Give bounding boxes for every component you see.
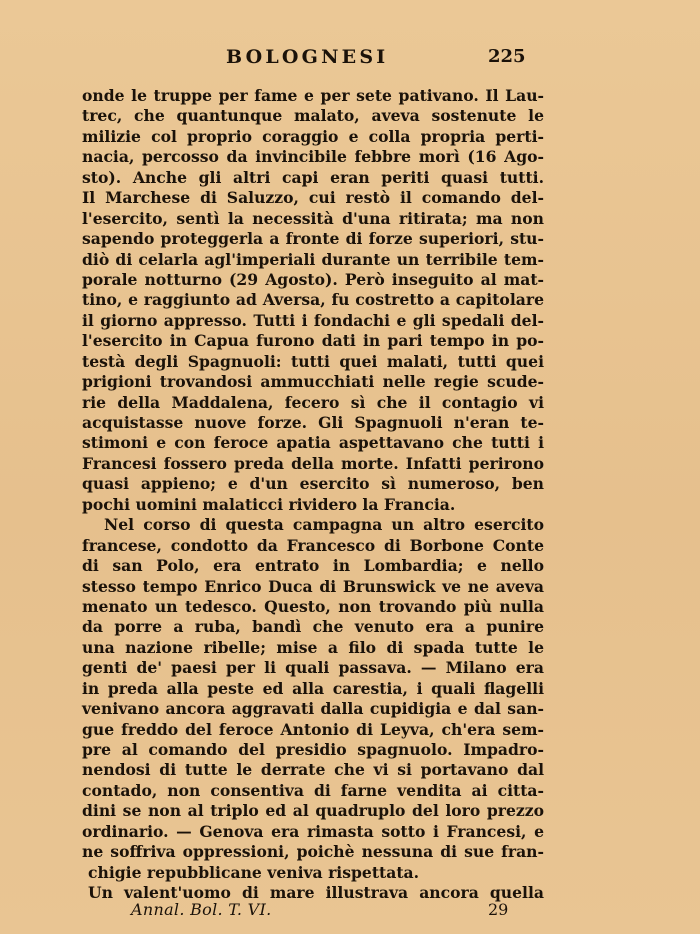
text-line: venivano ancora aggravati dalla cupidigia e dal san- [82, 699, 544, 719]
text-line: Francesi fossero preda della morte. Infatti perirono [82, 453, 544, 473]
text-line: in preda alla peste ed alla carestia, i quali flagelli [82, 678, 544, 698]
text-line: francese, condotto da Francesco di Borbone Conte [82, 535, 544, 555]
text-line: chigie repubblicane veniva rispettata. [88, 862, 420, 882]
signature-number: 29 [488, 900, 509, 919]
text-line: sto). Anche gli altri capi eran periti quasi tutti. [82, 167, 544, 187]
text-line: menato un tedesco. Questo, non trovando più nulla [82, 596, 544, 616]
body-text [82, 86, 544, 904]
text-line: pochi uomini malaticci rividero la Francia. [82, 494, 456, 514]
text-line: ne soffriva oppressioni, poichè nessuna di sue fran- [82, 842, 544, 862]
text-line: onde le truppe per fame e per sete pativano. Il Lau- [82, 86, 544, 105]
page-header [0, 46, 700, 72]
text-line: quasi appieno; e d'un esercito sì numeroso, ben [82, 474, 544, 494]
text-line: Nel corso di questa campagna un altro esercito [104, 515, 544, 535]
text-line: rie della Maddalena, fecero sì che il contagio vi [82, 392, 544, 412]
text-line: una nazione ribelle; mise a filo di spada tutte le [82, 637, 544, 657]
text-line: nendosi di tutte le derrate che vi si portavano dal [82, 760, 544, 780]
page-number: 225 [488, 46, 526, 67]
text-line: dini se non al triplo ed al quadruplo del loro prezzo [82, 801, 544, 821]
running-head: BOLOGNESI [226, 46, 389, 68]
text-line: trec, che quantunque malato, aveva sostenute le [82, 106, 544, 126]
text-line: l'esercito, sentì la necessità d'una ritirata; ma non [82, 208, 544, 228]
text-line: tino, e raggiunto ad Aversa, fu costretto a capitolare [82, 290, 544, 310]
text-line: ordinario. — Genova era rimasta sotto i Francesi, e [82, 821, 544, 841]
text-line: gue freddo del feroce Antonio di Leyva, ch'era sem- [82, 719, 544, 739]
text-line: prigioni trovandosi ammucchiati nelle regie scude- [82, 372, 544, 392]
text-line: Un valent'uomo di mare illustrava ancora quella [88, 883, 544, 903]
text-line: Il Marchese di Saluzzo, cui restò il comando del- [82, 188, 544, 208]
text-line: diò di celarla agl'imperiali durante un terribile tem- [82, 249, 544, 269]
text-line: milizie col proprio coraggio e colla propria perti- [82, 126, 544, 146]
page-footer [0, 900, 700, 924]
text-line: il giorno appresso. Tutti i fondachi e gli spedali del- [82, 310, 544, 330]
text-line: pre al comando del presidio spagnuolo. Impadro- [82, 740, 544, 759]
text-line: contado, non consentiva di farne vendita ai citta- [82, 780, 544, 800]
text-line: di san Polo, era entrato in Lombardia; e nello [82, 556, 544, 576]
text-line: stesso tempo Enrico Duca di Brunswick ve ne aveva [82, 576, 544, 596]
text-line: nacia, percosso da invincibile febbre morì (16 Ago- [82, 147, 544, 167]
text-line: da porre a ruba, bandì che venuto era a punire [82, 617, 544, 637]
text-line: acquistasse nuove forze. Gli Spagnuoli n'eran te- [82, 413, 544, 432]
text-line: porale notturno (29 Agosto). Però inseguito al mat- [82, 269, 544, 289]
text-line: testà degli Spagnuoli: tutti quei malati, tutti quei [82, 351, 544, 371]
text-line: stimoni e con feroce apatia aspettavano che tutti i [82, 433, 544, 453]
text-line: l'esercito in Capua furono dati in pari tempo in po- [82, 331, 544, 351]
text-line: genti de' paesi per li quali passava. — Milano era [82, 658, 544, 678]
text-line: sapendo proteggerla a fronte di forze superiori, stu- [82, 229, 544, 249]
signature-mark: Annal. Bol. T. VI. [131, 900, 272, 919]
